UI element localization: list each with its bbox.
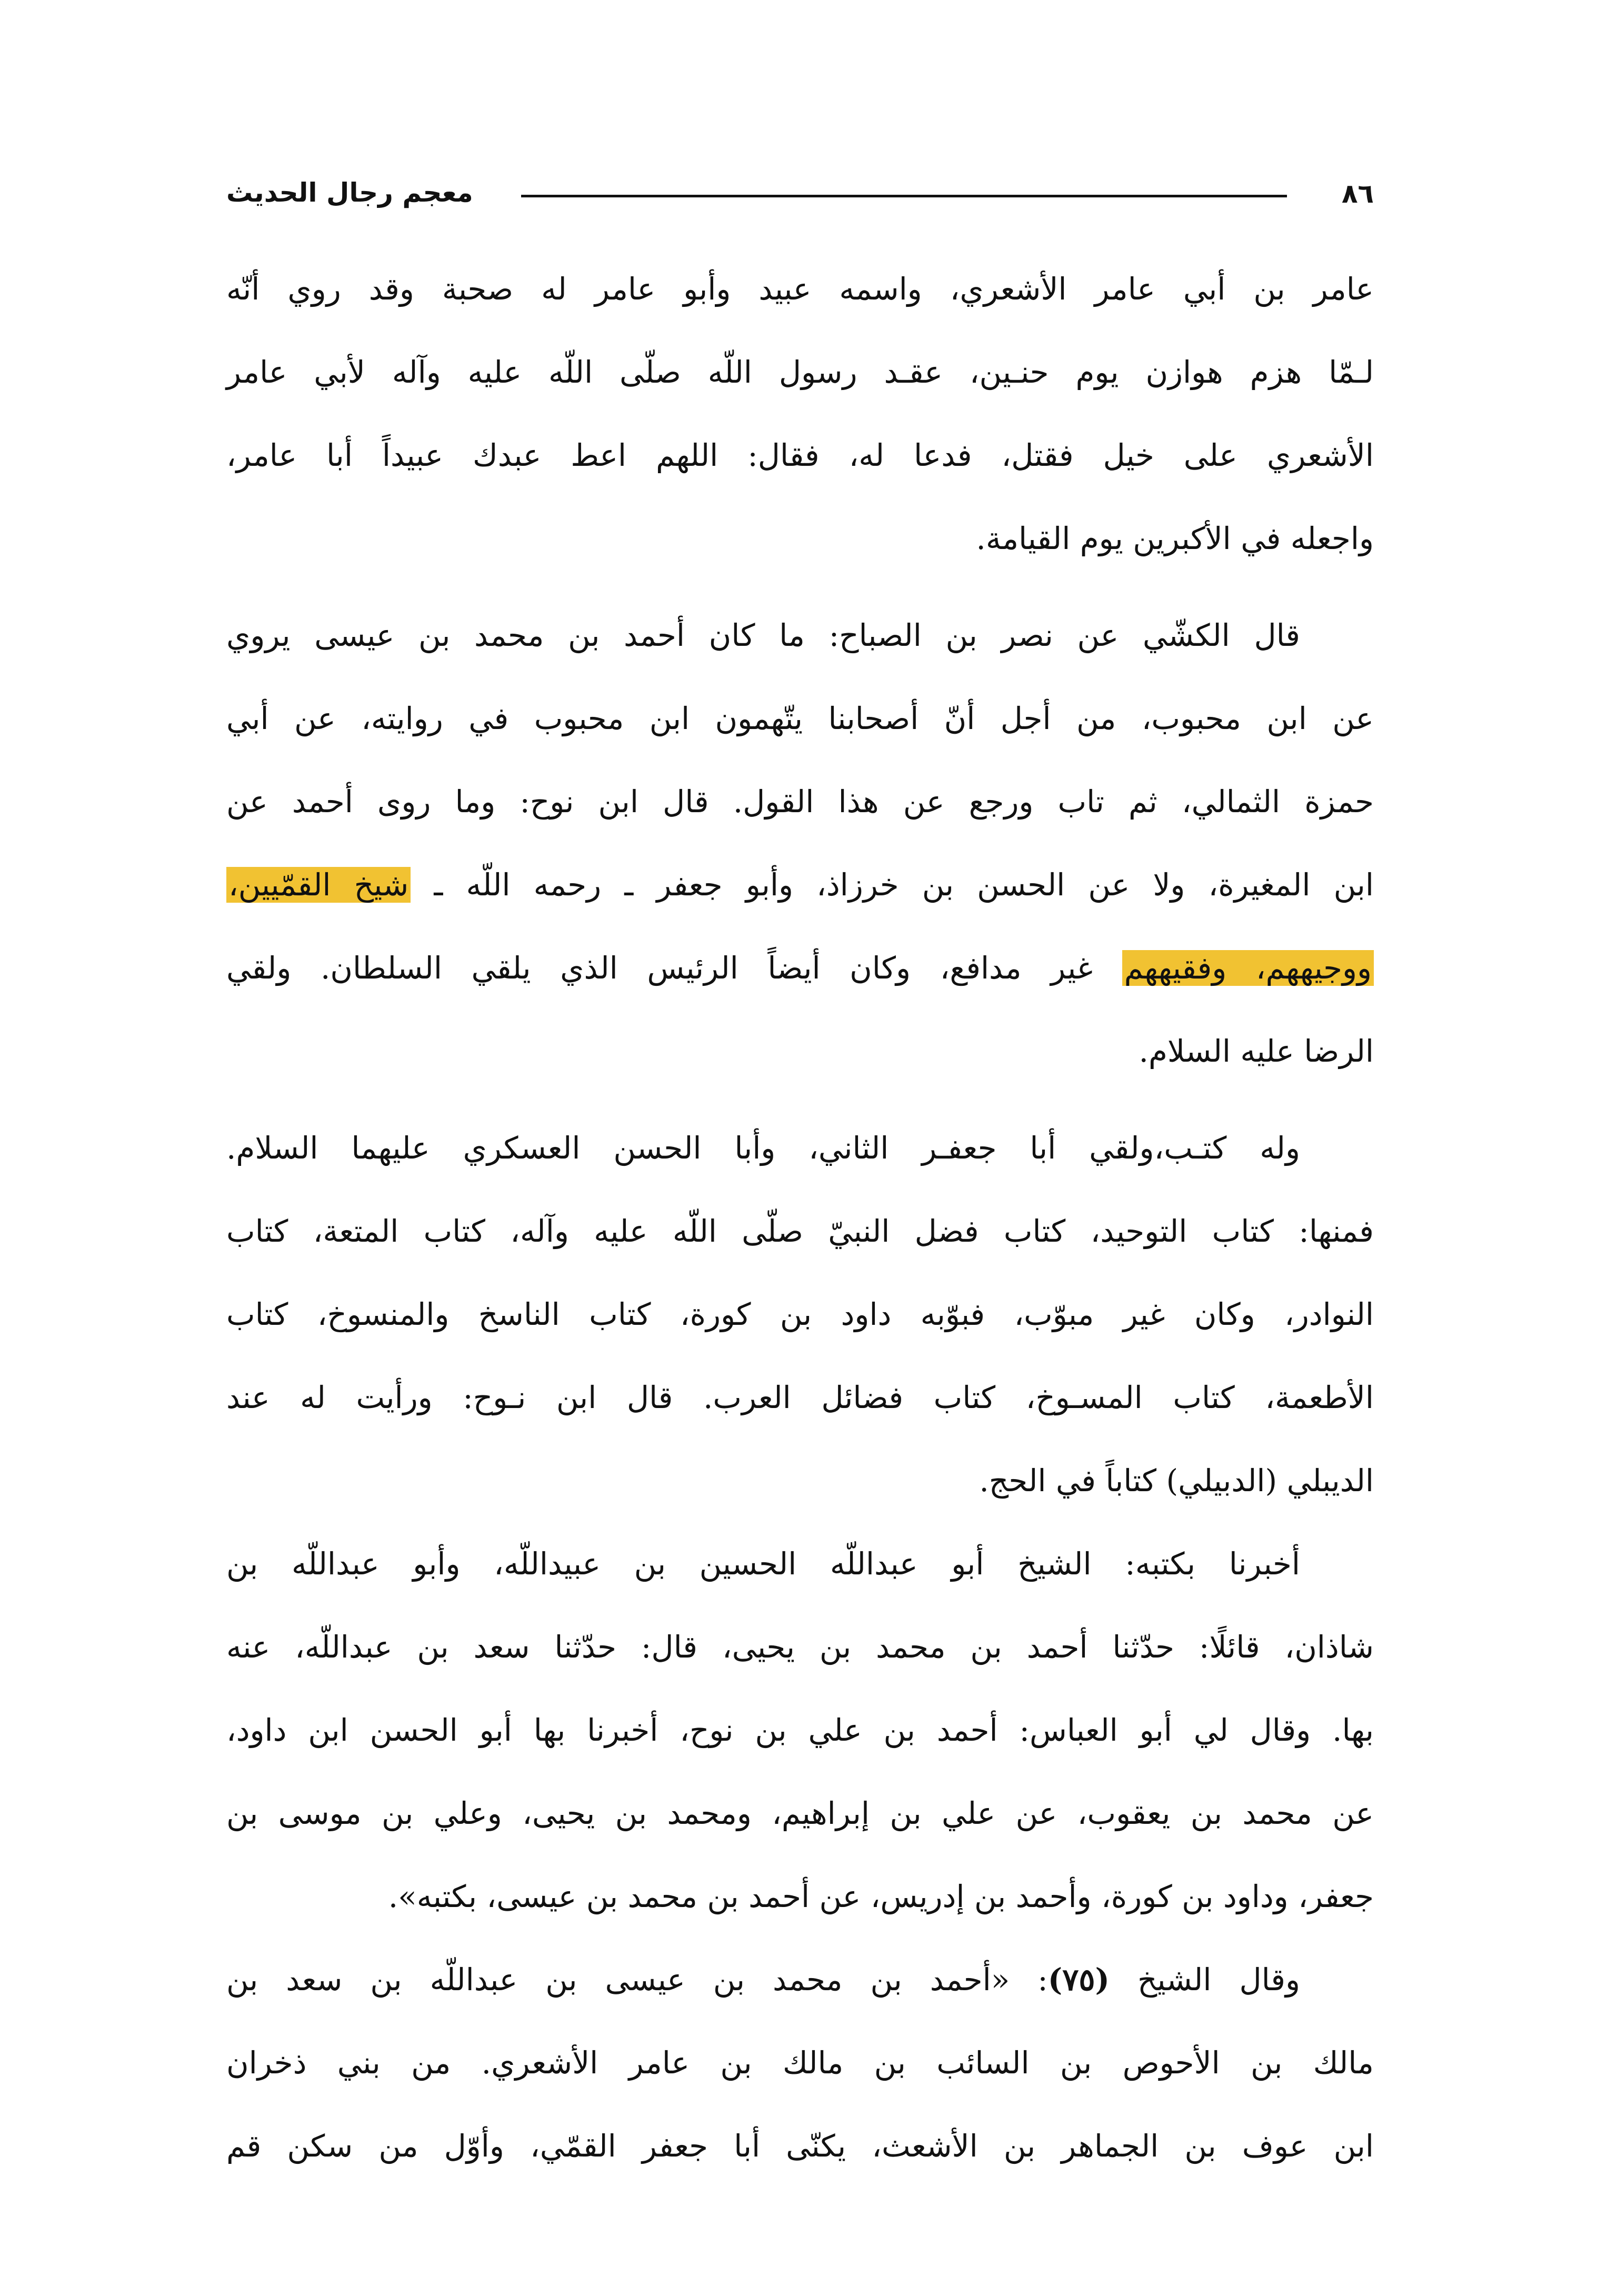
text-line: عن ابن محبوب، من أجل أنّ أصحابنا يتّهمون ابن محبوب في روايته، عن أبي bbox=[226, 701, 1374, 736]
text-line: ابن عوف بن الجماهر بن الأشعث، يكنّى أبا جعفر القمّي، وأوّل من سكن قم bbox=[226, 2128, 1374, 2164]
text-line: لـمّا هزم هوازن يوم حنـين، عقـد رسول اللّه صلّى اللّه عليه وآله لأبي عامر bbox=[226, 354, 1374, 390]
text-line: قال الكشّي عن نصر بن الصباح: ما كان أحمد بن محمد بن عيسى يروي bbox=[226, 617, 1300, 653]
text-line: أخبرنا بكتبه: الشيخ أبو عبداللّه الحسين بن عبيداللّه، وأبو عبداللّه بن bbox=[226, 1546, 1300, 1582]
text-line: شاذان، قائلًا: حدّثنا أحمد بن محمد بن يحيى، قال: حدّثنا سعد بن عبداللّه، عنه bbox=[226, 1629, 1374, 1665]
text-line: جعفر، وداود بن كورة، وأحمد بن إدريس، عن أحمد بن محمد بن عيسى، بكتبه». bbox=[388, 1879, 1374, 1914]
text-line bbox=[226, 926, 1374, 1010]
paragraph bbox=[226, 1938, 1374, 2188]
text-line: حمزة الثمالي، ثم تاب ورجع عن هذا القول. قال ابن نوح: وما روى أحمد عن bbox=[226, 784, 1374, 820]
paragraph bbox=[226, 1106, 1374, 1522]
text-segment: وقال الشيخ bbox=[1137, 1962, 1300, 1998]
highlighted-text[interactable]: شيخ القمّيين، bbox=[226, 867, 411, 903]
text-line bbox=[226, 843, 1374, 926]
book-title: معجم رجال الحديث bbox=[226, 177, 473, 208]
text-line: مالك بن الأحوص بن السائب بن مالك بن عامر الأشعري. من بني ذخران bbox=[226, 2045, 1374, 2081]
text-line: النوادر، وكان غير مبوّب، فبوّبه داود بن كورة، كتاب الناسخ والمنسوخ، كتاب bbox=[226, 1296, 1374, 1332]
highlighted-text[interactable]: ووجيههم، وفقيههم bbox=[1122, 950, 1374, 986]
page-number: ٨٦ bbox=[1341, 178, 1374, 209]
text-line: واجعله في الأكبرين يوم القيامة. bbox=[976, 521, 1374, 556]
text-line bbox=[226, 1938, 1374, 2021]
text-line: عامر بن أبي عامر الأشعري، واسمه عبيد وأبو عامر له صحبة وقد روي أنّه bbox=[226, 271, 1374, 307]
text-line: الأطعمة، كتاب المسـوخ، كتاب فضائل العرب. قال ابن نـوح: ورأيت له عند bbox=[226, 1380, 1374, 1415]
paragraph bbox=[226, 594, 1374, 1093]
main-text bbox=[226, 247, 1374, 2188]
text-line: بها. وقال لي أبو العباس: أحمد بن علي بن نوح، أخبرنا بها أبو الحسن ابن داود، bbox=[226, 1712, 1374, 1748]
header-rule bbox=[521, 195, 1287, 197]
text-line: وله كتـب،ولقي أبا جعفـر الثاني، وأبا الحسن العسكري عليهما السلام. bbox=[226, 1130, 1300, 1166]
text-segment: : «أحمد بن محمد بن عيسى بن عبداللّه بن سعد بن bbox=[226, 1962, 1048, 1998]
text-line: الأشعري على خيل فقتل، فدعا له، فقال: اللهم اعط عبدك عبيداً أبا عامر، bbox=[226, 437, 1374, 473]
text-line: الديبلي (الدبيلي) كتاباً في الحج. bbox=[979, 1463, 1374, 1499]
text-line: الرضا عليه السلام. bbox=[1139, 1033, 1374, 1069]
paragraph bbox=[226, 247, 1374, 580]
text-line: عن محمد بن يعقوب، عن علي بن إبراهيم، ومحمد بن يحيى، وعلي بن موسى بن bbox=[226, 1795, 1374, 1831]
paragraph bbox=[226, 1522, 1374, 1938]
reference-number: (٧٥) bbox=[1047, 1962, 1110, 1998]
running-header bbox=[226, 175, 1374, 222]
text-segment: غير مدافع، وكان أيضاً الرئيس الذي يلقي السلطان. ولقي bbox=[226, 950, 1093, 986]
text-line: فمنها: كتاب التوحيد، كتاب فضل النبيّ صلّى اللّه عليه وآله، كتاب المتعة، كتاب bbox=[226, 1213, 1374, 1249]
text-segment: ابن المغيرة، ولا عن الحسن بن خرزاذ، وأبو جعفر ـ رحمه اللّه ـ bbox=[434, 867, 1374, 903]
